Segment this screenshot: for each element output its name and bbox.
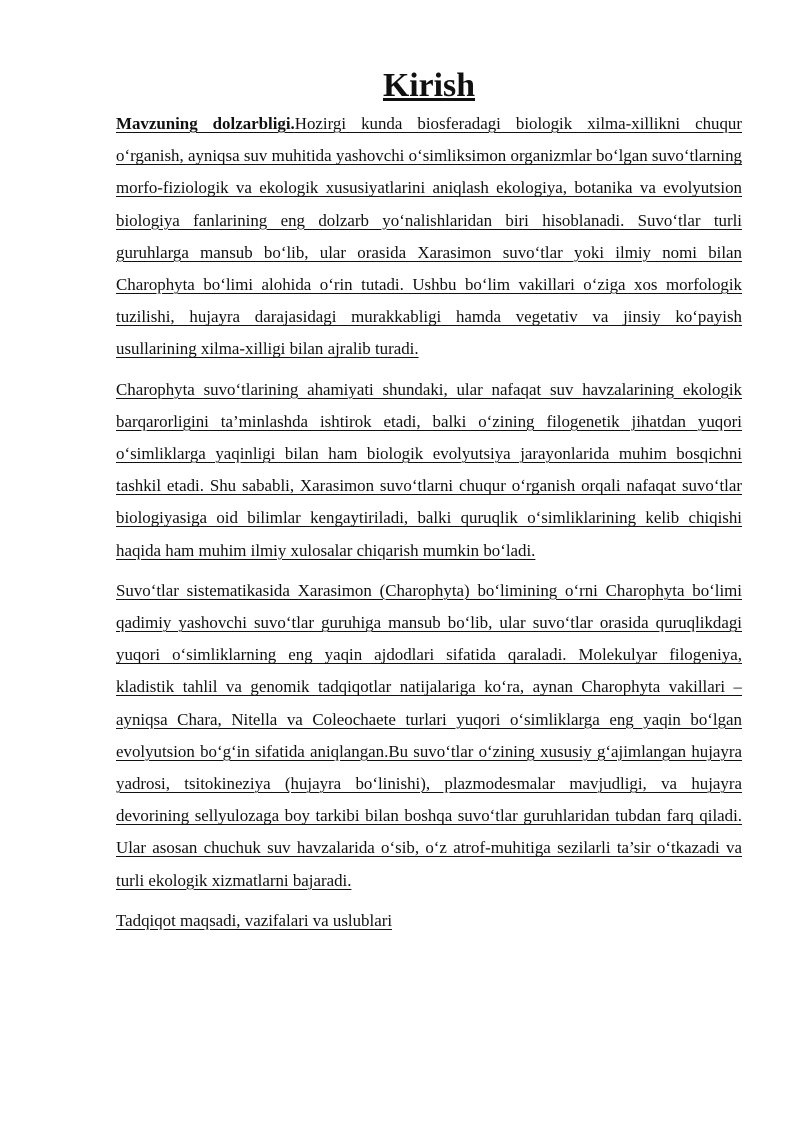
page-title: Kirish [382,67,476,104]
paragraph-text: Hozirgi kunda biosferadagi biologik xilma-xillikni chuqur o‘rganish, ayniqsa suv muhitida yashovchi o‘simliksimon organizmlar bo‘lgan suvo‘tlarning morfo-fiziologik va ekologik xususiyatlarini aniqlash ekologiya, botanika va evolyutsion biologiya fanlarining eng dolzarb yo‘nalishlaridan biri hisoblanadi. Suvo‘tlar turli guruhlarga mansub bo‘lib, ular orasida Xarasimon suvo‘tlar yoki ilmiy nomi bilan Charophyta bo‘limi alohida o‘rin tutadi. Ushbu bo‘lim vakillari o‘ziga xos morfologik tuzilishi, hujayra darajasidagi murakkabligi hamda vegetativ va jinsiy ko‘payish usullarining xilma-xilligi bilan ajralib turadi. [116,114,742,359]
paragraph-systematics: Suvo‘tlar sistematikasida Xarasimon (Charophyta) bo‘limining o‘rni Charophyta bo‘limi qadimiy yashovchi suvo‘tlar guruhiga mansub bo‘lib, ular suvo‘tlar orasida quruqlikdagi yuqori o‘simliklarning eng yaqin ajdodlari sifatida qaraladi. Molekulyar filogeniya, kladistik tahlil va genomik tadqiqotlar natijalariga ko‘ra, aynan Charophyta vakillari – ayniqsa Chara, Nitella va Coleochaete turlari yuqori o‘simliklarga eng yaqin bo‘lgan evolyutsion bo‘g‘in sifatida aniqlangan.Bu suvo‘tlar o‘zining xususiy g‘ajimlangan hujayra yadrosi, tsitokineziya (hujayra bo‘linishi), plazmodesmalar mavjudligi, va hujayra devorining sellyulozaga boy tarkibi bilan boshqa suvo‘tlar guruhlaridan tubdan farq qiladi. Ular asosan chuchuk suv havzalarida o‘sib, o‘z atrof-muhitiga sezilarli ta’sir o‘tkazadi va turli ekologik xizmatlarni bajaradi. [116,580,742,890]
paragraph-lead: Mavzuning dolzarbligi. [116,114,295,133]
document-page [116,67,742,937]
paragraph-relevance [116,108,742,366]
paragraph-significance: Charophyta suvo‘tlarining ahamiyati shundaki, ular nafaqat suv havzalarining ekologik barqarorligini ta’minlashda ishtirok etadi, balki o‘zining filogenetik jihatdan yuqori o‘simliklarga yaqinligi bilan ham biologik evolyutsiya jarayonlarida muhim bosqichni tashkil etadi. Shu sababli, Xarasimon suvo‘tlarni chuqur o‘rganish orqali nafaqat suvo‘tlar biologiyasiga oid bilimlar kengaytiriladi, balki quruqlik o‘simliklarining kelib chiqishi haqida ham muhim ilmiy xulosalar chiqarish mumkin bo‘ladi. [116,379,742,560]
section-subheading: Tadqiqot maqsadi, vazifalari va uslublari [116,910,393,930]
